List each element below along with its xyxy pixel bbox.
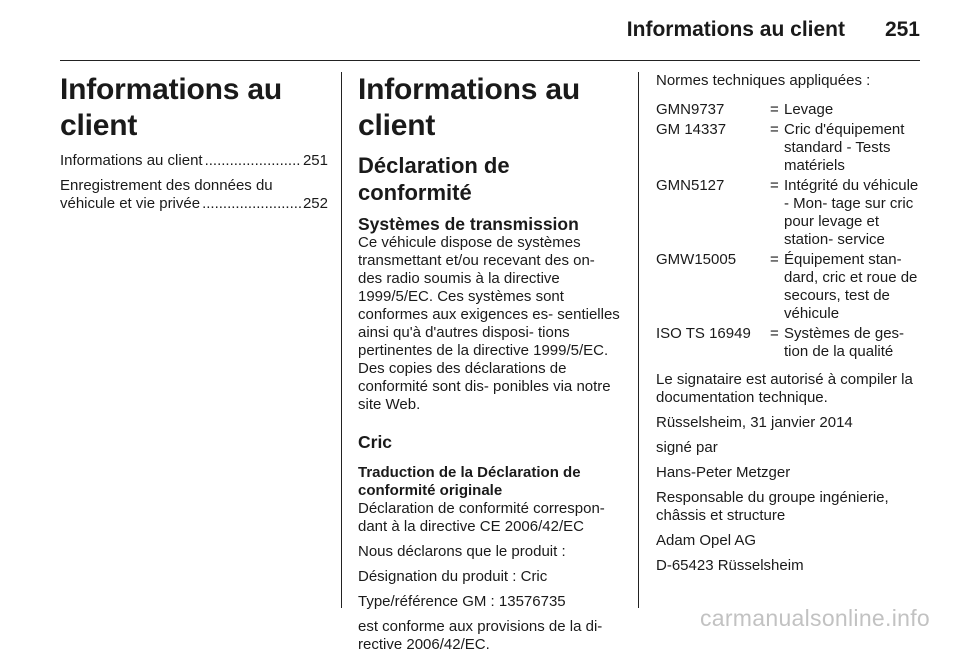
heading-translation: Traduction de la Déclaration de conformité originale — [358, 464, 581, 499]
toc-entry-text: véhicule et vie privée — [60, 195, 201, 212]
paragraph: Hans-Peter Metzger — [656, 464, 791, 481]
toc-leader — [202, 195, 301, 213]
toc-entry-page: 252 — [302, 195, 328, 212]
norm-separator: = — [770, 101, 779, 118]
paragraph: Rüsselsheim, 31 janvier 2014 — [656, 414, 853, 431]
paragraph: Désignation du produit : Cric — [358, 568, 548, 585]
toc-entry[interactable] — [60, 152, 328, 170]
column-divider — [638, 72, 639, 608]
column-divider — [341, 72, 342, 608]
norm-description: Intégrité du véhicule - Mon- tage sur cric pour levage et station- service — [784, 177, 919, 248]
norms-table — [656, 101, 922, 363]
chapter-title: Informations au client — [60, 73, 283, 142]
toc-entry-text: Enregistrement des données du — [60, 177, 273, 194]
norm-description: Levage — [784, 101, 834, 118]
paragraph: Type/référence GM : 13576735 — [358, 593, 566, 610]
paragraph: D-65423 Rüsselsheim — [656, 557, 804, 574]
section-title: Informations au client — [358, 73, 581, 142]
toc-entry-text: Informations au client — [60, 152, 203, 169]
paragraph: signé par — [656, 439, 718, 456]
content-column-2 — [656, 72, 922, 582]
paragraph: est conforme aux provisions de la di- rective 2006/42/EC. — [358, 618, 603, 653]
norm-separator: = — [770, 325, 779, 342]
header-title: Informations au client — [626, 18, 845, 41]
heading-transmission: Systèmes de transmission — [358, 214, 579, 234]
norm-code: GMN5127 — [656, 177, 725, 194]
norm-separator: = — [770, 251, 779, 268]
norm-separator: = — [770, 121, 779, 138]
page-number: 251 — [884, 18, 920, 41]
toc-leader — [205, 152, 301, 170]
page-header — [60, 0, 920, 61]
paragraph: Ce véhicule dispose de systèmes transmettant et/ou recevant des on- des radio soumis à la directive 1999/5/EC. Ces systèmes sont conformes aux exigences es- sentielles ainsi qu'à d'autres disposi- tions pertinentes de la directive 1999/5/EC. Des copies des déclarations de conformité sont dis- ponibles via notre site Web. — [358, 234, 620, 413]
heading-cric: Cric — [358, 432, 393, 452]
content-column-1 — [358, 72, 622, 661]
toc-entry[interactable] — [60, 177, 328, 213]
toc-entry-page: 251 — [302, 152, 328, 169]
subsection-title: Déclaration de conformité — [358, 153, 510, 205]
norm-code: ISO TS 16949 — [656, 325, 751, 342]
toc-column — [60, 72, 328, 220]
paragraph: Nous déclarons que le produit : — [358, 543, 566, 560]
paragraph: Adam Opel AG — [656, 532, 757, 549]
norm-code: GM 14337 — [656, 121, 727, 138]
paragraph: Le signataire est autorisé à compiler la documentation technique. — [656, 371, 913, 406]
norm-separator: = — [770, 177, 779, 194]
watermark: carmanualsonline.info — [699, 605, 930, 631]
norm-description: Systèmes de ges- tion de la qualité — [784, 325, 905, 360]
norm-description: Équipement stan- dard, cric et roue de secours, test de véhicule — [784, 251, 918, 322]
paragraph: Déclaration de conformité correspon- dant à la directive CE 2006/42/EC — [358, 500, 605, 535]
norms-title: Normes techniques appliquées : — [656, 72, 871, 89]
paragraph: Responsable du groupe ingénierie, châssis et structure — [656, 489, 889, 524]
norm-description: Cric d'équipement standard - Tests matériels — [784, 121, 905, 174]
norm-code: GMW15005 — [656, 251, 737, 268]
norm-code: GMN9737 — [656, 101, 725, 118]
